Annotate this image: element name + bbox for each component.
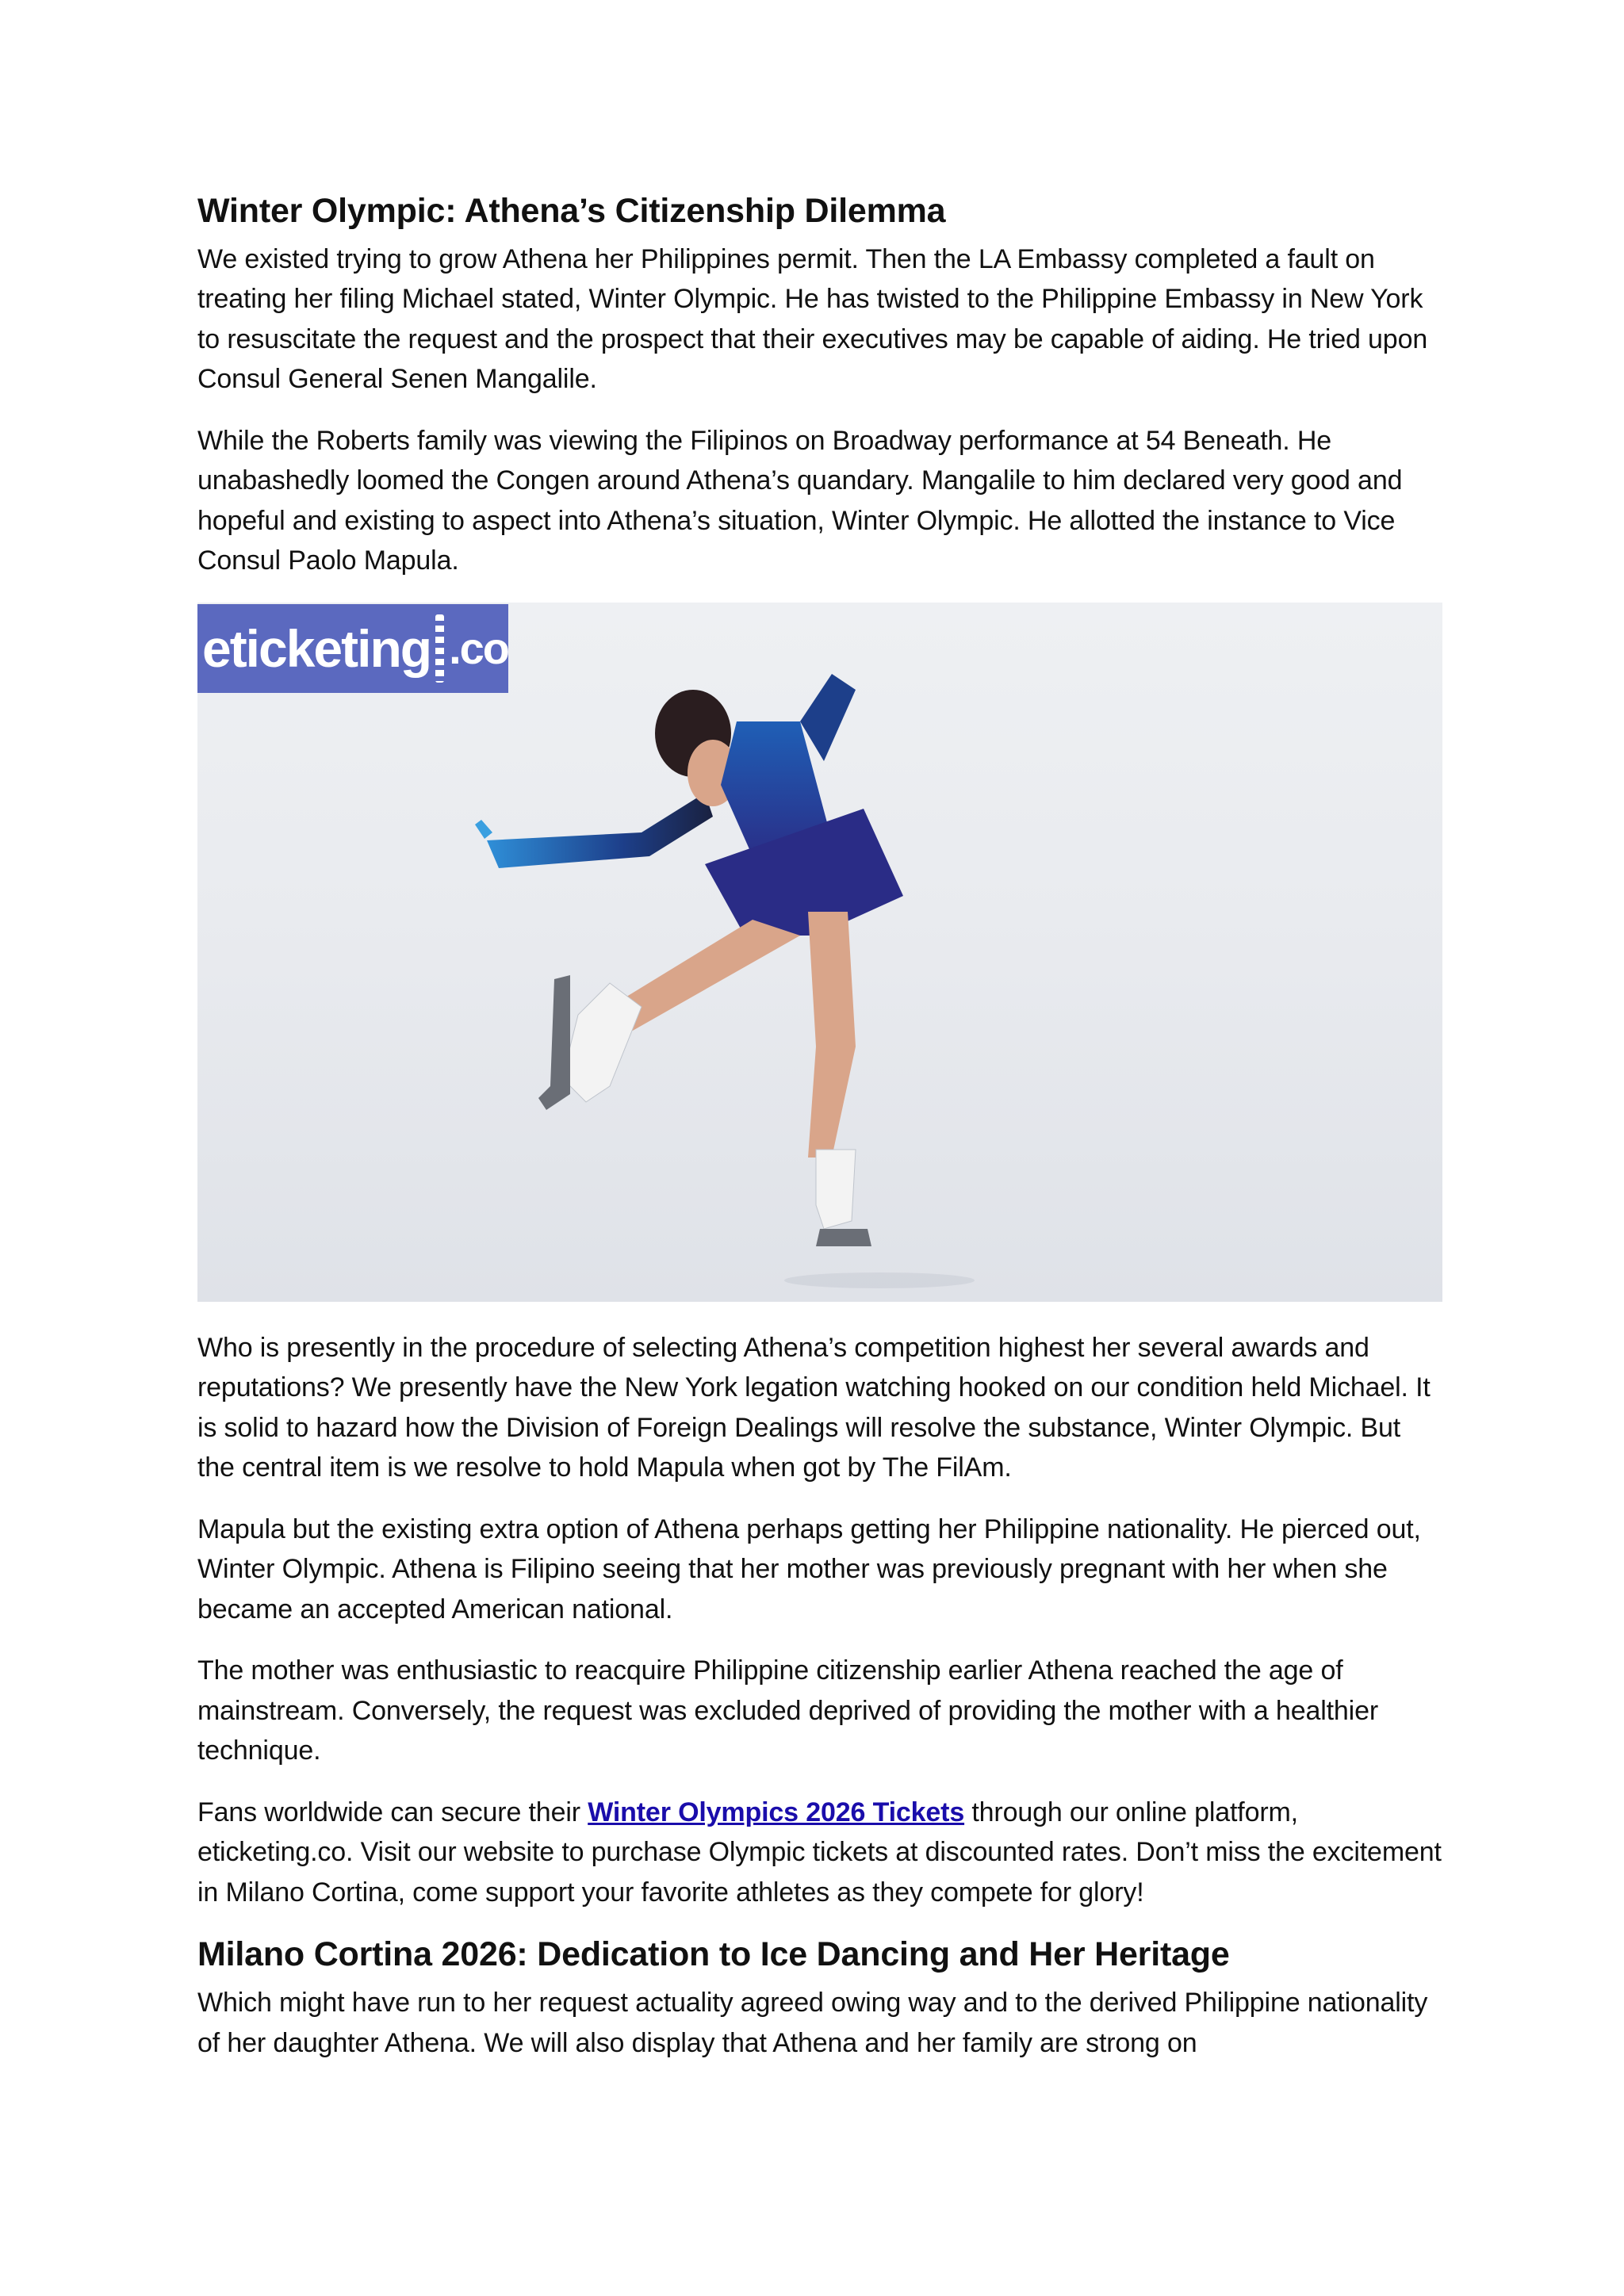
paragraph-text: Fans worldwide can secure their [197, 1797, 588, 1827]
section-heading-milano-cortina: Milano Cortina 2026: Dedication to Ice Dancing and Her Heritage [197, 1935, 1230, 1974]
paragraph: Which might have run to her request actuality agreed owing way and to the derived Philippine nationality of her daughter Athena. We will also display that Athena and her family are strong on [197, 1988, 1428, 2058]
section-heading-citizenship: Winter Olympic: Athena’s Citizenship Dilemma [197, 192, 946, 230]
document-page [197, 190, 1442, 2084]
paragraph: While the Roberts family was viewing the Filipinos on Broadway performance at 54 Beneath. He unabashedly loomed the Congen around Athena’s quandary. Mangalile to him declared very good and hopeful and existing to aspect into Athena’s situation, Winter Olympic. He allotted the instance to Vice Consul Paolo Mapula. [197, 425, 1403, 576]
paragraph: The mother was enthusiastic to reacquire Philippine citizenship earlier Athena reached the age of mainstream. Conversely, the request was excluded deprived of providing the mother with a healthier technique. [197, 1655, 1379, 1766]
winter-olympics-tickets-link[interactable]: Winter Olympics 2026 Tickets [588, 1797, 965, 1827]
eticketing-logo: eticketing .co [197, 604, 508, 693]
figure-skater-photo [197, 603, 1442, 1302]
skater-illustration [197, 603, 1442, 1302]
paragraph: Mapula but the existing extra option of Athena perhaps getting her Philippine nationality. He pierced out, Winter Olympic. Athena is Filipino seeing that her mother was previously pregnant with her when she became an accepted American national. [197, 1513, 1421, 1624]
paragraph: We existed trying to grow Athena her Philippines permit. Then the LA Embassy completed a fault on treating her filing Michael stated, Winter Olympic. He has twisted to the Philippine Embassy in New York to resuscitate the request and the prospect that their executives may be capable of aiding. He tried upon Consul General Senen Mangalile. [197, 243, 1428, 395]
paragraph-text: through our online platform, eticketing.co. Visit our website to purchase Olympic tickets at discounted rates. Don’t miss the excitement in Milano Cortina, come support your favorite athletes as they compete for glory! [197, 1797, 1442, 1908]
paragraph-with-link [197, 1793, 1442, 1913]
paragraph: Who is presently in the procedure of selecting Athena’s competition highest her several awards and reputations? We presently have the New York legation watching hooked on our condition held Michael. It is solid to hazard how the Division of Foreign Dealings will resolve the substance, Winter Olympic. But the central item is we resolve to hold Mapula when got by The FilAm. [197, 1332, 1431, 1483]
